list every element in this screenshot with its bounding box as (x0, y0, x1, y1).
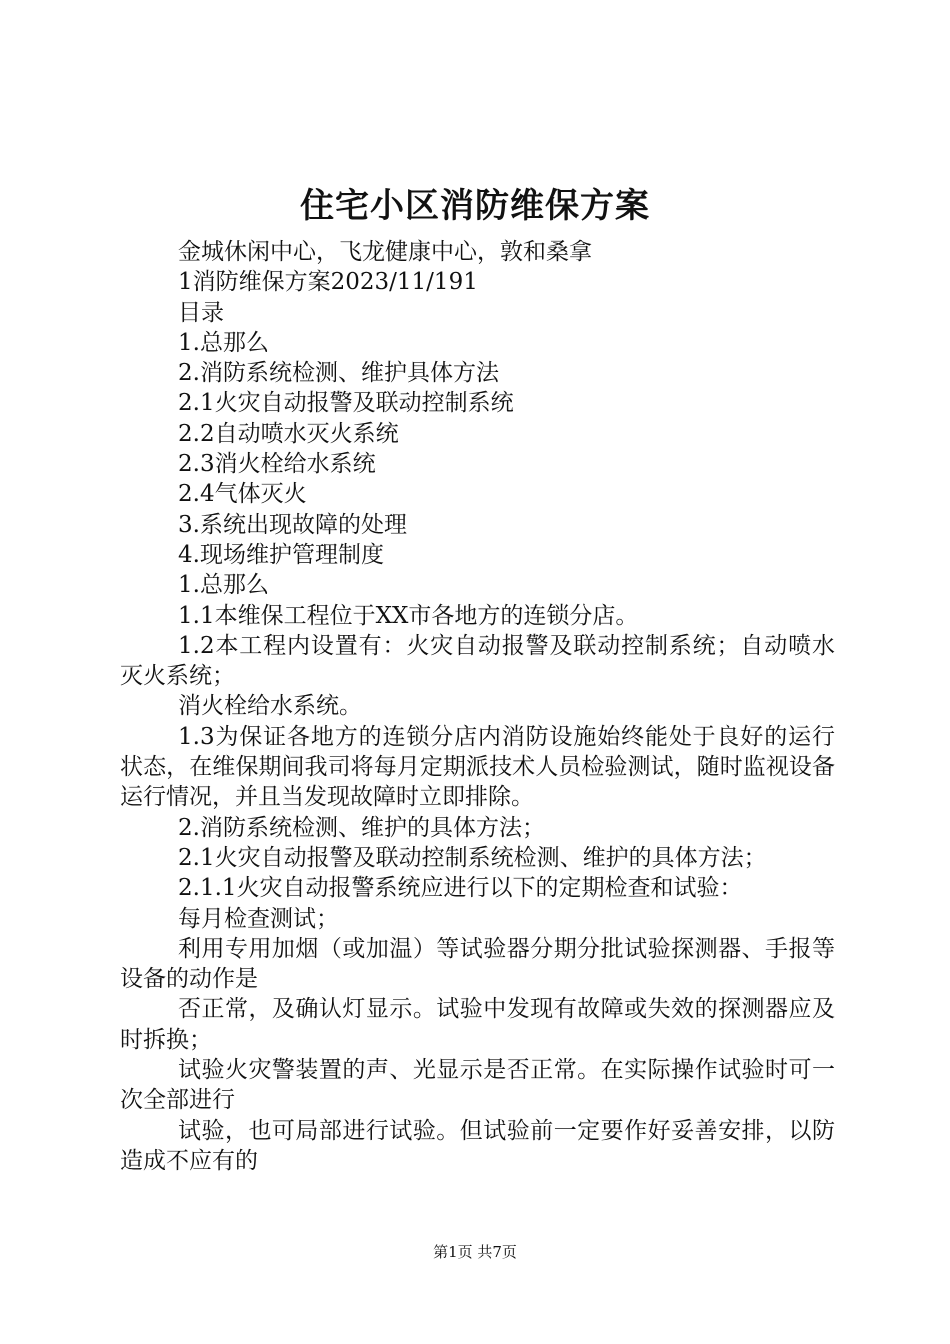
paragraph: 每月检查测试； (178, 905, 339, 932)
toc-item: 3.系统出现故障的处理 (178, 511, 407, 538)
paragraph: 试验，也可局部进行试验。但试验前一定要作好妥善安排，以防造成不应有的 (120, 1117, 835, 1174)
document-body (120, 237, 835, 1176)
toc-heading: 目录 (178, 299, 224, 326)
toc-item: 2.消防系统检测、维护具体方法 (178, 360, 499, 387)
paragraph: 1消防维保方案2023/11/191 (178, 269, 478, 296)
toc-item: 2.3消火栓给水系统 (178, 451, 376, 478)
section-heading: 1.总那么 (178, 572, 269, 599)
paragraph: 1.1本维保工程位于XX市各地方的连锁分店。 (178, 602, 639, 629)
paragraph: 1.2本工程内设置有：火灾自动报警及联动控制系统；自动喷水灭火系统； (120, 632, 835, 690)
document-title: 住宅小区消防维保方案 (300, 186, 650, 226)
toc-item: 2.2自动喷水灭火系统 (178, 420, 399, 447)
paragraph: 试验火灾警装置的声、光显示是否正常。在实际操作试验时可一次全部进行 (120, 1057, 835, 1114)
page-footer: 第1页 共7页 (433, 1243, 517, 1261)
toc-item: 4.现场维护管理制度 (178, 541, 384, 568)
section-heading: 2.消防系统检测、维护的具体方法； (178, 814, 545, 841)
toc-item: 1.总那么 (178, 329, 269, 356)
toc-item: 2.4气体灭火 (178, 481, 307, 508)
toc-item: 2.1火灾自动报警及联动控制系统 (178, 390, 514, 417)
paragraph: 1.3为保证各地方的连锁分店内消防设施始终能处于良好的运行状态，在维保期间我司将每月定期派技术人员检验测试，随时监视设备运行情况，并且当发现故障时立即排除。 (120, 723, 835, 811)
paragraph: 2.1火灾自动报警及联动控制系统检测、维护的具体方法； (178, 844, 767, 871)
paragraph: 消火栓给水系统。 (178, 693, 362, 720)
paragraph: 2.1.1火灾自动报警系统应进行以下的定期检查和试验： (178, 875, 743, 902)
paragraph: 否正常，及确认灯显示。试验中发现有故障或失效的探测器应及时拆换； (120, 996, 835, 1053)
paragraph: 金城休闲中心，飞龙健康中心，敦和桑拿 (178, 239, 592, 265)
paragraph: 利用专用加烟（或加温）等试验器分期分批试验探测器、手报等设备的动作是 (120, 935, 835, 993)
